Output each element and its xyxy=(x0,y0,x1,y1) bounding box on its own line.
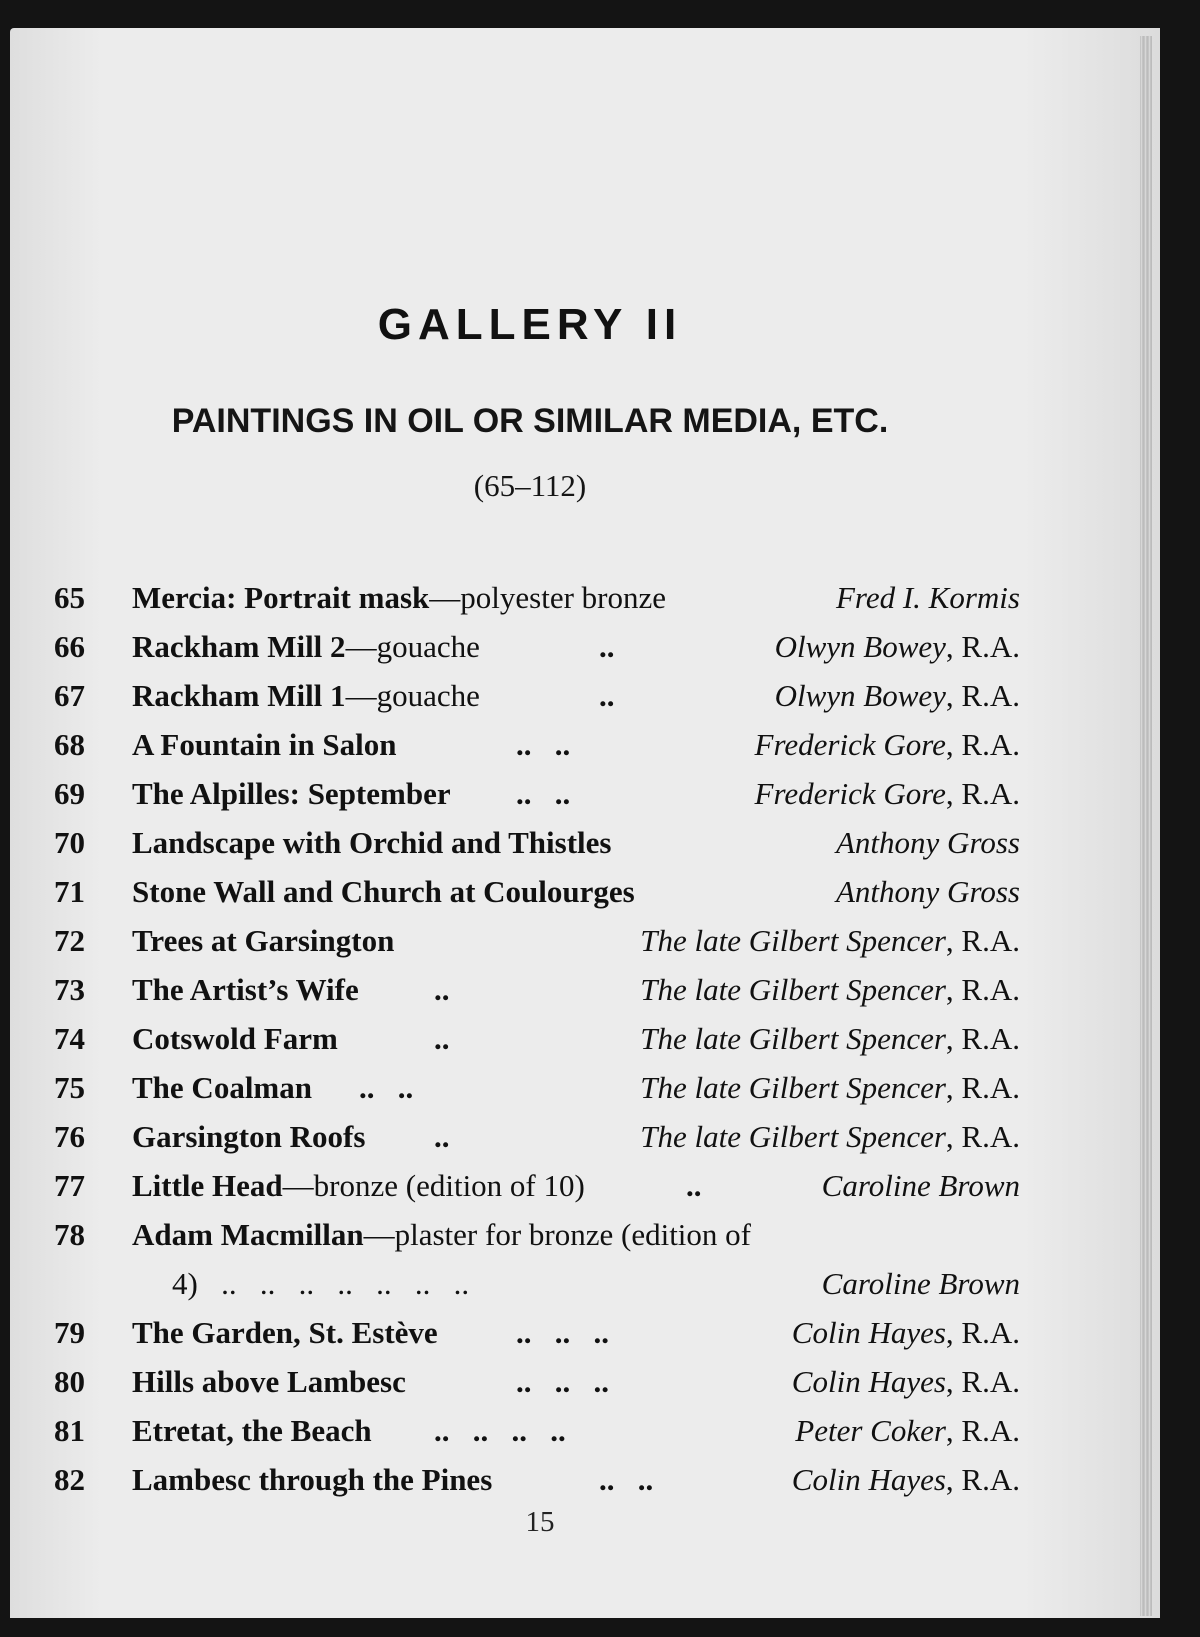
page-subtitle: PAINTINGS IN OIL OR SIMILAR MEDIA, ETC. xyxy=(171,402,889,440)
entry-work xyxy=(132,1112,365,1161)
entry-number: 66 xyxy=(54,629,85,664)
catalogue-entry xyxy=(54,769,1020,818)
entry-artist xyxy=(775,671,1020,720)
artist-suffix: , R.A. xyxy=(945,776,1020,811)
entry-number: 78 xyxy=(54,1217,85,1252)
leader-dots: .. xyxy=(599,629,615,664)
artist-name: Olwyn Bowey xyxy=(774,678,946,713)
leader-dots: .. xyxy=(434,1021,450,1056)
entry-number: 65 xyxy=(54,580,85,615)
entry-artist xyxy=(792,1357,1020,1406)
entry-number: 79 xyxy=(54,1315,85,1350)
artist-name: Anthony Gross xyxy=(836,874,1020,909)
entry-artist xyxy=(755,720,1020,769)
entry-number: 80 xyxy=(54,1364,85,1399)
entry-artist xyxy=(836,573,1020,622)
artist-suffix: , R.A. xyxy=(945,1070,1020,1105)
catalogue-entry xyxy=(54,965,1020,1014)
catalogue-entry xyxy=(54,1063,1020,1112)
entry-work xyxy=(132,818,612,867)
entry-title: Garsington Roofs xyxy=(132,1119,366,1154)
entry-title: Little Head xyxy=(132,1168,283,1203)
catalogue-entry xyxy=(54,867,1020,916)
artist-name: The late Gilbert Spencer xyxy=(640,972,946,1007)
catalogue-entry xyxy=(54,1112,1020,1161)
artist-suffix: , R.A. xyxy=(945,972,1020,1007)
artist-name: Colin Hayes xyxy=(791,1462,946,1497)
entry-title: The Artist’s Wife xyxy=(132,972,359,1007)
entry-work xyxy=(132,573,666,622)
catalogue-entry xyxy=(54,573,1020,622)
catalogue-list xyxy=(54,573,1020,1504)
leader-dots: .. .. .. xyxy=(516,1364,609,1399)
entry-artist xyxy=(792,1308,1020,1357)
entry-number: 74 xyxy=(54,1021,85,1056)
entry-work xyxy=(132,1014,338,1063)
artist-name: Frederick Gore xyxy=(754,727,946,762)
page-number: 15 xyxy=(525,1506,555,1538)
book-page xyxy=(10,28,1160,1618)
leader-dots: .. xyxy=(434,972,450,1007)
catalogue-entry xyxy=(54,1308,1020,1357)
entry-title: The Coalman xyxy=(132,1070,312,1105)
entry-title: Rackham Mill 1 xyxy=(132,678,346,713)
entry-work xyxy=(132,1210,751,1259)
artist-name: Anthony Gross xyxy=(836,825,1020,860)
entry-work xyxy=(132,769,451,818)
artist-suffix: , R.A. xyxy=(945,1315,1020,1350)
artist-suffix: , R.A. xyxy=(945,1413,1020,1448)
leader-dots: .. .. xyxy=(516,727,571,762)
entry-artist xyxy=(795,1406,1020,1455)
leader-dots: .. .. xyxy=(516,776,571,811)
artist-suffix: , R.A. xyxy=(945,923,1020,958)
entry-work xyxy=(132,1406,372,1455)
leader-dots: .. .. xyxy=(359,1070,414,1105)
artist-name: The late Gilbert Spencer xyxy=(640,1070,946,1105)
catalogue-entry xyxy=(54,1455,1020,1504)
catalogue-range: (65–112) xyxy=(473,468,587,503)
entry-title: A Fountain in Salon xyxy=(132,727,397,762)
entry-number: 81 xyxy=(54,1413,85,1448)
entry-medium: —polyester bronze xyxy=(429,580,666,615)
entry-medium: —gouache xyxy=(345,629,480,664)
entry-artist xyxy=(822,1161,1020,1210)
entry-number: 72 xyxy=(54,923,85,958)
entry-title: The Garden, St. Estève xyxy=(132,1315,438,1350)
artist-suffix: , R.A. xyxy=(945,1119,1020,1154)
artist-name: Colin Hayes xyxy=(791,1364,946,1399)
leader-dots: .. xyxy=(434,1119,450,1154)
artist-name: Peter Coker xyxy=(795,1413,946,1448)
leader-dots: .. .. .. .. xyxy=(434,1413,566,1448)
catalogue-entry xyxy=(54,1210,1020,1308)
entry-number: 76 xyxy=(54,1119,85,1154)
entry-artist xyxy=(755,769,1020,818)
artist-suffix: , R.A. xyxy=(945,678,1020,713)
entry-work xyxy=(132,965,359,1014)
entry-artist xyxy=(640,1112,1020,1161)
entry-title: Adam Macmillan xyxy=(132,1217,364,1252)
entry-work xyxy=(132,671,480,720)
entry-work xyxy=(132,916,394,965)
entry-number: 82 xyxy=(54,1462,85,1497)
entry-title: Etretat, the Beach xyxy=(132,1413,372,1448)
entry-work xyxy=(132,867,635,916)
artist-name: Frederick Gore xyxy=(754,776,946,811)
catalogue-entry xyxy=(54,1406,1020,1455)
artist-name: Colin Hayes xyxy=(791,1315,946,1350)
artist-suffix: , R.A. xyxy=(945,1462,1020,1497)
entry-number: 67 xyxy=(54,678,85,713)
artist-name: Fred I. Kormis xyxy=(836,580,1020,615)
entry-artist xyxy=(640,1063,1020,1112)
entry-work xyxy=(132,720,396,769)
catalogue-entry xyxy=(54,720,1020,769)
entry-title: Trees at Garsington xyxy=(132,923,395,958)
entry-artist xyxy=(640,916,1020,965)
artist-suffix: , R.A. xyxy=(945,629,1020,664)
artist-name: Caroline Brown xyxy=(821,1266,1020,1301)
entry-title: Cotswold Farm xyxy=(132,1021,338,1056)
entry-title: Lambesc through the Pines xyxy=(132,1462,493,1497)
entry-number: 71 xyxy=(54,874,85,909)
entry-work xyxy=(132,622,480,671)
entry-medium: —bronze (edition of 10) xyxy=(282,1168,585,1203)
leader-dots: .. xyxy=(599,678,615,713)
catalogue-entry xyxy=(54,671,1020,720)
page-title: GALLERY II xyxy=(377,300,683,349)
entry-number: 73 xyxy=(54,972,85,1007)
entry-title: Rackham Mill 2 xyxy=(132,629,346,664)
artist-name: The late Gilbert Spencer xyxy=(640,923,946,958)
entry-artist xyxy=(775,622,1020,671)
artist-name: The late Gilbert Spencer xyxy=(640,1119,946,1154)
entry-title: Hills above Lambesc xyxy=(132,1364,406,1399)
catalogue-entry xyxy=(54,818,1020,867)
artist-suffix: , R.A. xyxy=(945,727,1020,762)
entry-work xyxy=(132,1063,312,1112)
entry-work xyxy=(132,1357,406,1406)
artist-name: The late Gilbert Spencer xyxy=(640,1021,946,1056)
entry-artist xyxy=(836,818,1020,867)
entry-title: Landscape with Orchid and Thistles xyxy=(132,825,612,860)
leader-dots: .. xyxy=(686,1168,702,1203)
catalogue-entry xyxy=(54,916,1020,965)
leader-dots: .. .. .. xyxy=(516,1315,609,1350)
entry-title: The Alpilles: September xyxy=(132,776,451,811)
entry-work xyxy=(132,1308,438,1357)
entry-artist xyxy=(640,965,1020,1014)
catalogue-entry xyxy=(54,1161,1020,1210)
entry-number: 77 xyxy=(54,1168,85,1203)
leader-dots: .. .. xyxy=(599,1462,654,1497)
page-edge xyxy=(1140,36,1152,1616)
entry-work xyxy=(132,1455,492,1504)
entry-artist xyxy=(792,1455,1020,1504)
catalogue-entry xyxy=(54,1357,1020,1406)
catalogue-entry xyxy=(54,1014,1020,1063)
entry-medium: —gouache xyxy=(345,678,480,713)
entry-title: Stone Wall and Church at Coulourges xyxy=(132,874,635,909)
entry-title: Mercia: Portrait mask xyxy=(132,580,430,615)
artist-name: Caroline Brown xyxy=(821,1168,1020,1203)
entry-number: 69 xyxy=(54,776,85,811)
entry-number: 68 xyxy=(54,727,85,762)
artist-name: Olwyn Bowey xyxy=(774,629,946,664)
entry-continuation: 4) .. .. .. .. .. .. .. xyxy=(172,1266,470,1301)
artist-suffix: , R.A. xyxy=(945,1364,1020,1399)
entry-number: 70 xyxy=(54,825,85,860)
entry-artist xyxy=(836,867,1020,916)
catalogue-entry xyxy=(54,622,1020,671)
entry-work xyxy=(132,1161,585,1210)
entry-number: 75 xyxy=(54,1070,85,1105)
entry-medium: —plaster for bronze (edition of xyxy=(363,1217,751,1252)
artist-suffix: , R.A. xyxy=(945,1021,1020,1056)
entry-artist xyxy=(640,1014,1020,1063)
